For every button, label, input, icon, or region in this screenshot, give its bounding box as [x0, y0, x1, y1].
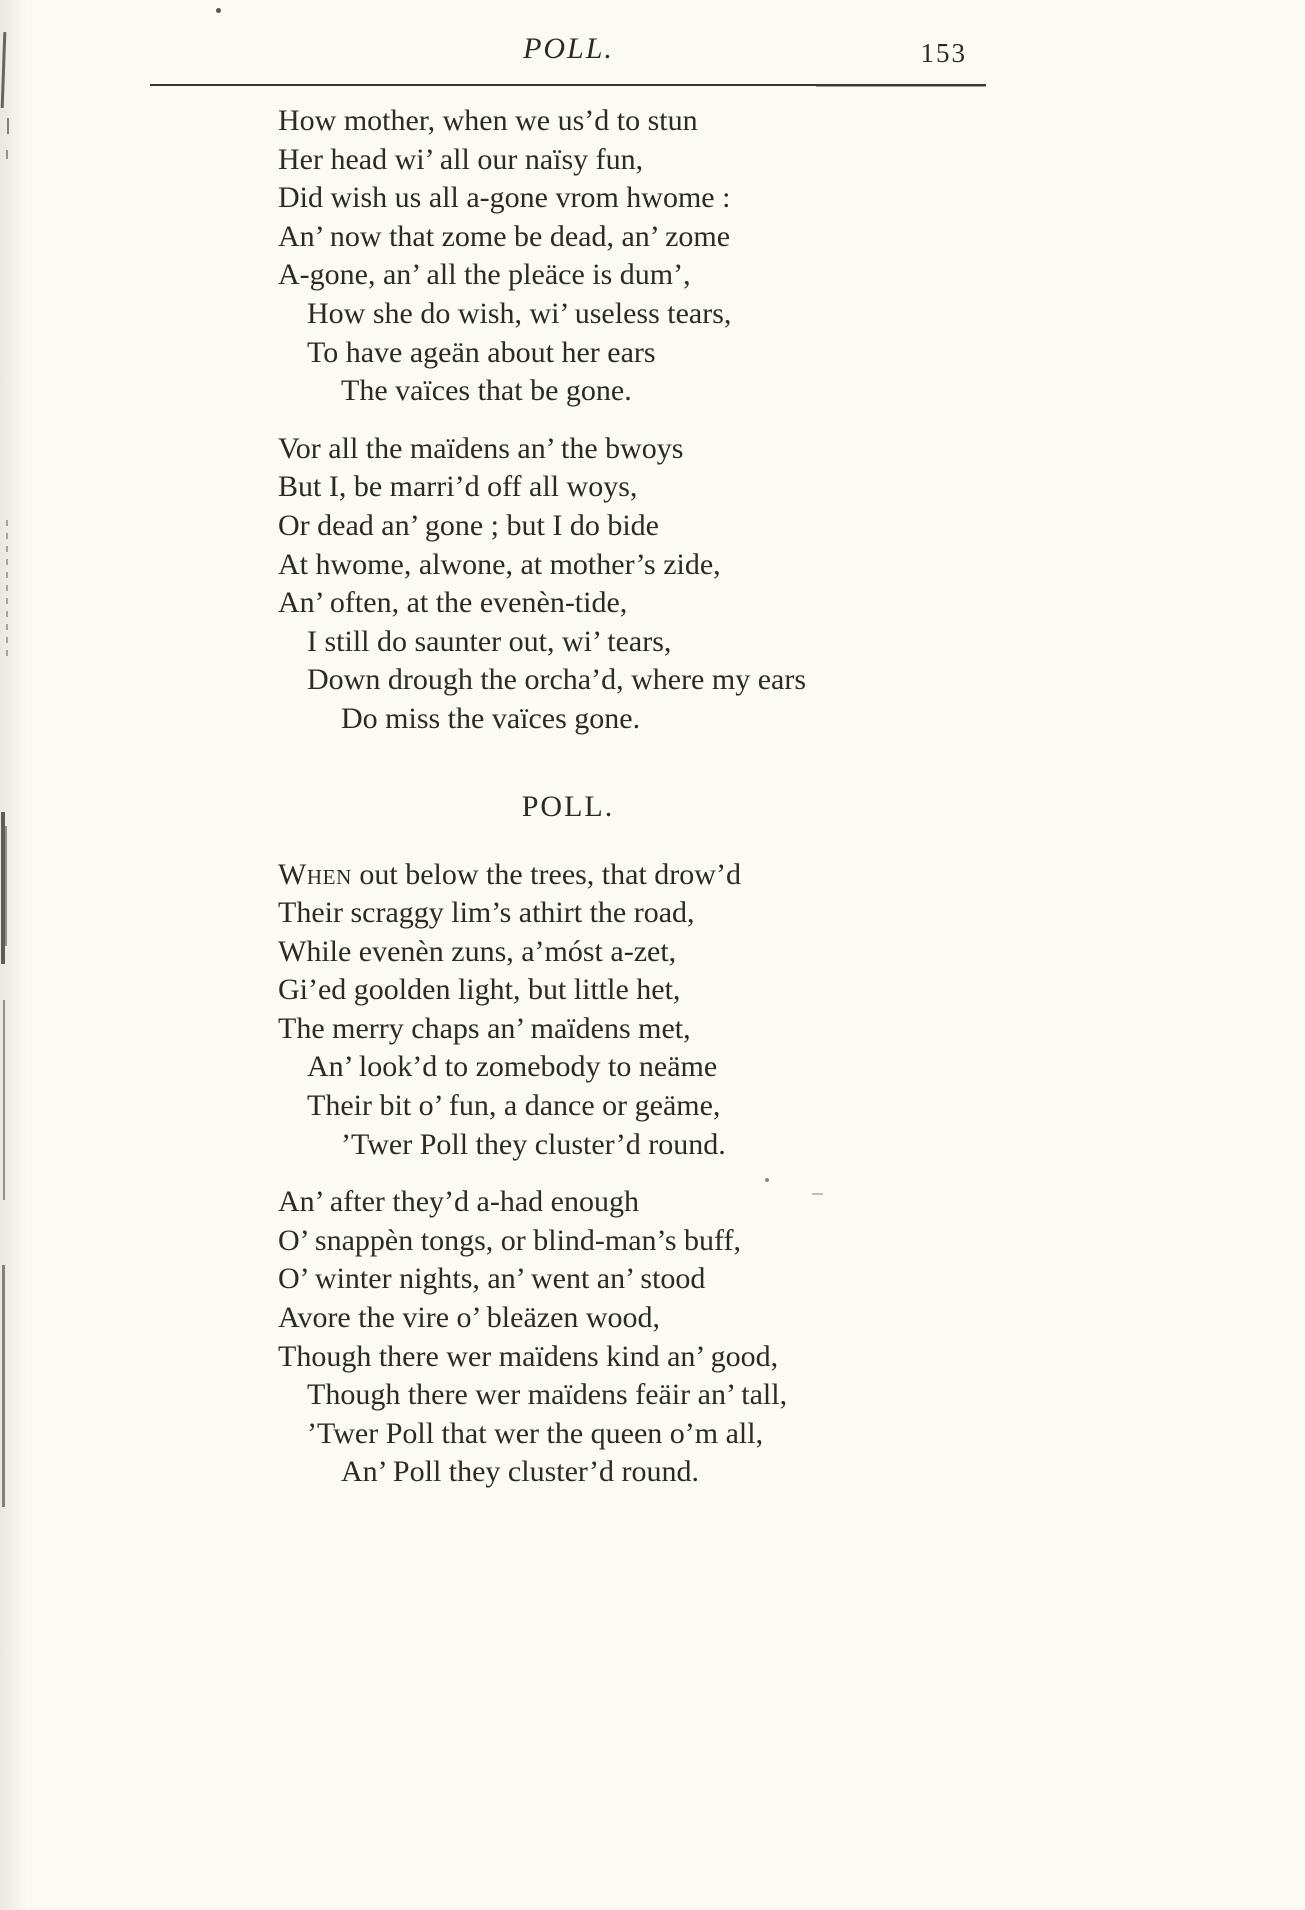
poem-line: When out below the trees, that drow’d — [278, 857, 741, 891]
ink-dot — [216, 8, 221, 13]
poem-line: The merry chaps an’ maïdens met, — [278, 1011, 691, 1045]
poem-line: An’ look’d to zomebody to neäme — [307, 1050, 718, 1084]
stanza — [278, 856, 918, 1165]
poem-line: While evenèn zuns, a’móst a-zet, — [278, 934, 677, 968]
poem-body — [278, 102, 918, 1511]
poem-line: Do miss the vaïces gone. — [341, 701, 641, 735]
poem-line: O’ winter nights, an’ went an’ stood — [278, 1262, 706, 1296]
poem-line: Did wish us all a-gone vrom hwome : — [278, 181, 731, 215]
poem-line: Down drough the orcha’d, where my ears — [307, 663, 806, 697]
stanza — [278, 102, 918, 411]
smallcaps-lead: When — [278, 857, 352, 891]
poem-line: But I, be marri’d off all woys, — [278, 470, 638, 504]
poem-line: Or dead an’ gone ; but I do bide — [278, 508, 659, 542]
header-rule — [150, 84, 986, 86]
stanza — [278, 430, 918, 739]
poem-line: An’ Poll they cluster’d round. — [341, 1455, 699, 1489]
poem-line: At hwome, alwone, at mother’s zide, — [278, 547, 721, 581]
poem-poll — [278, 856, 918, 1493]
poem-line: Though there wer maïdens feäir an’ tall, — [307, 1378, 788, 1412]
poem-line: Avore the vire o’ bleäzen wood, — [278, 1301, 661, 1335]
scan-artifact — [5, 826, 7, 946]
poem-line: Though there wer maïdens kind an’ good, — [278, 1339, 779, 1373]
poem-line: Their scraggy lim’s athirt the road, — [278, 896, 695, 930]
poem-line: Her head wi’ all our naïsy fun, — [278, 142, 644, 176]
poem-line: How mother, when we us’d to stun — [278, 104, 698, 137]
poem-line: ’Twer Poll they cluster’d round. — [341, 1127, 726, 1161]
poem-line: An’ now that zome be dead, an’ zome — [278, 219, 731, 253]
poem-line: Vor all the maïdens an’ the bwoys — [278, 431, 684, 465]
poem-line: An’ after they’d a-had enough — [278, 1185, 639, 1219]
poem-line: To have ageän about her ears — [307, 335, 656, 369]
scan-artifact — [2, 1265, 5, 1507]
stanza — [278, 1183, 918, 1492]
running-title: POLL. — [523, 32, 614, 65]
poem-line: The vaïces that be gone. — [341, 374, 632, 408]
poem-line: A-gone, an’ all the pleäce is dum’, — [278, 258, 691, 292]
scan-artifact — [3, 1000, 5, 1200]
scan-artifact — [6, 150, 8, 159]
page-header — [152, 28, 985, 72]
poem-line: Gi’ed goolden light, but little het, — [278, 973, 681, 1007]
poem-line: An’ often, at the evenèn-tide, — [278, 586, 628, 620]
poem-line: Their bit o’ fun, a dance or geäme, — [307, 1089, 721, 1123]
scan-artifact — [7, 118, 9, 134]
poem-line: I still do saunter out, wi’ tears, — [307, 624, 672, 658]
poem-line: How she do wish, wi’ useless tears, — [307, 296, 732, 330]
poem-title: POLL. — [521, 789, 615, 823]
page-number: 153 — [920, 38, 967, 68]
scan-artifact — [6, 520, 8, 662]
poem-line: ’Twer Poll that wer the queen o’m all, — [307, 1416, 764, 1450]
poem-continuation — [278, 102, 918, 739]
poem-line: O’ snappèn tongs, or blind-man’s buff, — [278, 1223, 741, 1257]
